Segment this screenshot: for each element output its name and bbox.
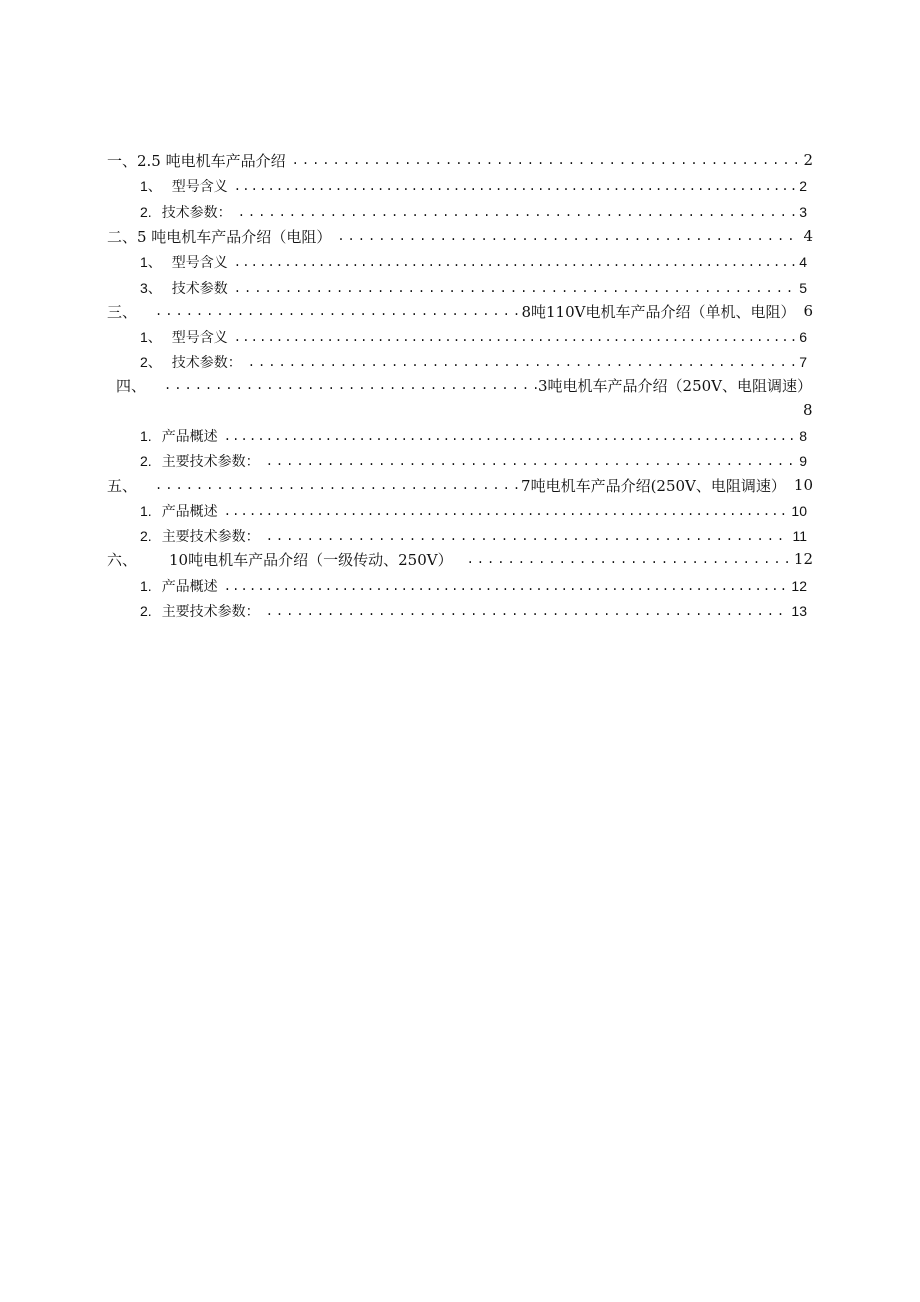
toc-entry-label: 一、2.5 吨电机车产品介绍 xyxy=(107,151,286,170)
toc-entry-prefix: 五、 xyxy=(107,476,138,495)
dot-leader xyxy=(224,574,788,598)
toc-entry-section-4[interactable] xyxy=(116,373,812,397)
dot-leader xyxy=(155,473,521,497)
toc-entry-label: 二、5 吨电机车产品介绍（电阻） xyxy=(107,227,332,246)
toc-entry-label: 3吨电机车产品介绍（250V、电阻调速） xyxy=(537,376,812,395)
toc-subentry[interactable] xyxy=(140,449,807,473)
toc-subentry-number: 3、 xyxy=(140,280,162,296)
toc-subentry-page: 4 xyxy=(799,254,807,270)
toc-subentry-number: 2. xyxy=(140,453,152,469)
toc-subentry-page: 7 xyxy=(799,354,807,370)
toc-subentry-label: 技术参数 xyxy=(171,281,228,297)
toc-subentry[interactable] xyxy=(140,499,807,523)
dot-leader xyxy=(337,224,799,248)
toc-subentry[interactable] xyxy=(140,325,807,349)
toc-subentry-label: 主要技术参数： xyxy=(161,604,260,620)
toc-subentry-page: 9 xyxy=(799,453,807,469)
dot-leader xyxy=(234,250,795,274)
toc-entry-prefix: 三、 xyxy=(107,302,138,321)
toc-subentry-number: 1. xyxy=(140,578,152,594)
toc-subentry[interactable] xyxy=(140,574,807,598)
toc-subentry-label: 型号含义 xyxy=(171,330,228,346)
dot-leader xyxy=(234,174,795,198)
toc-subentry[interactable] xyxy=(140,350,807,374)
toc-subentry[interactable] xyxy=(140,424,807,448)
dot-leader xyxy=(467,547,790,571)
toc-subentry-page: 2 xyxy=(799,178,807,194)
toc-entry-label: 8吨110V电机车产品介绍（单机、电阻） xyxy=(521,302,796,321)
toc-subentry-label: 主要技术参数： xyxy=(161,529,260,545)
toc-subentry[interactable] xyxy=(140,276,807,300)
toc-subentry-label: 产品概述 xyxy=(161,504,218,520)
toc-subentry-number: 2. xyxy=(140,603,152,619)
toc-entry-section-6[interactable] xyxy=(107,547,813,571)
toc-subentry[interactable] xyxy=(140,250,807,274)
toc-subentry-number: 2、 xyxy=(140,354,162,370)
toc-entry-section-5[interactable] xyxy=(107,473,813,497)
dot-leader xyxy=(224,499,788,523)
dot-leader xyxy=(266,599,788,623)
dot-leader xyxy=(234,276,795,300)
toc-entry-page: 12 xyxy=(793,550,813,568)
toc-entry-page: 6 xyxy=(803,302,813,320)
toc-subentry-label: 主要技术参数： xyxy=(161,454,260,470)
dot-leader xyxy=(248,350,795,374)
toc-subentry-number: 1. xyxy=(140,503,152,519)
toc-subentry-number: 1、 xyxy=(140,178,162,194)
dot-leader xyxy=(266,449,796,473)
toc-entry-label: 7吨电机车产品介绍(250V、电阻调速） xyxy=(521,476,786,495)
toc-subentry-number: 2. xyxy=(140,528,152,544)
toc-subentry-page: 12 xyxy=(791,578,807,594)
dot-leader xyxy=(234,325,795,349)
toc-entry-page: 4 xyxy=(803,227,813,245)
toc-entry-section-3[interactable] xyxy=(107,299,813,323)
toc-subentry-page: 11 xyxy=(792,528,807,544)
toc-subentry-page: 5 xyxy=(799,280,807,296)
toc-subentry-number: 1、 xyxy=(140,254,162,270)
dot-leader xyxy=(238,200,796,224)
toc-subentry-page: 3 xyxy=(799,204,807,220)
toc-entry-page: 10 xyxy=(793,476,813,494)
toc-subentry-label: 技术参数： xyxy=(171,355,242,371)
toc-entry-page: 8 xyxy=(803,401,813,419)
toc-subentry-label: 技术参数： xyxy=(161,205,232,221)
toc-subentry[interactable] xyxy=(140,524,807,548)
toc-subentry[interactable] xyxy=(140,200,807,224)
toc-subentry-label: 型号含义 xyxy=(171,255,228,271)
toc-subentry-page: 10 xyxy=(791,503,807,519)
toc-subentry-number: 2. xyxy=(140,204,152,220)
toc-subentry[interactable] xyxy=(140,599,807,623)
dot-leader xyxy=(224,424,796,448)
toc-entry-section-1[interactable] xyxy=(107,148,813,172)
toc-subentry-number: 1、 xyxy=(140,329,162,345)
toc-subentry-label: 产品概述 xyxy=(161,579,218,595)
toc-subentry-label: 型号含义 xyxy=(171,179,228,195)
dot-leader xyxy=(266,524,789,548)
toc-subentry-label: 产品概述 xyxy=(161,429,218,445)
dot-leader xyxy=(155,299,521,323)
toc-subentry[interactable] xyxy=(140,174,807,198)
toc-subentry-number: 1. xyxy=(140,428,152,444)
toc-entry-prefix: 四、 xyxy=(116,376,147,395)
toc-entry-prefix: 六、 xyxy=(107,550,138,569)
toc-subentry-page: 13 xyxy=(791,603,807,619)
toc-entry-section-2[interactable] xyxy=(107,224,813,248)
toc-subentry-page: 8 xyxy=(799,428,807,444)
toc-entry-page: 2 xyxy=(803,151,813,169)
toc-entry-label: 10吨电机车产品介绍（一级传动、250V） xyxy=(169,550,453,569)
dot-leader xyxy=(164,373,538,397)
toc-subentry-page: 6 xyxy=(799,329,807,345)
dot-leader xyxy=(292,148,800,172)
